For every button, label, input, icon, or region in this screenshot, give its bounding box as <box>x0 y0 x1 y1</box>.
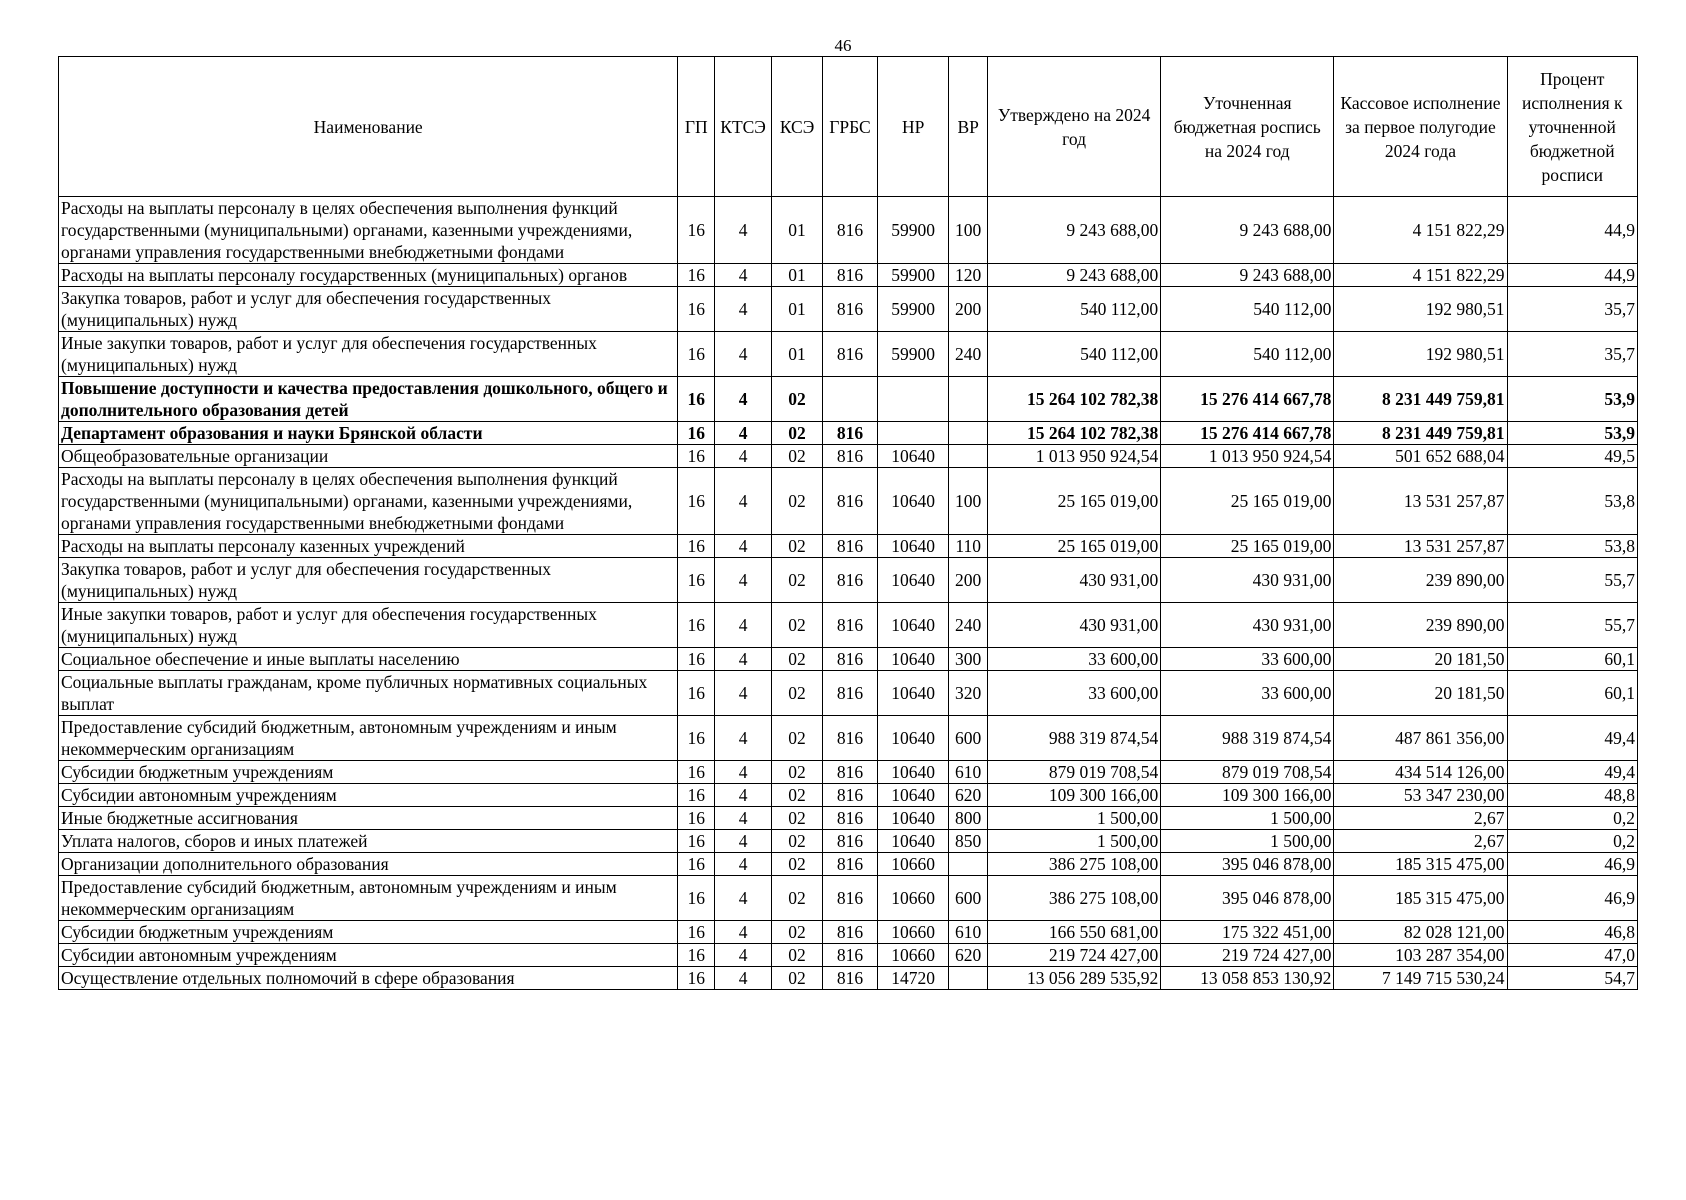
cell-percent: 60,1 <box>1507 671 1637 716</box>
cell-approved: 33 600,00 <box>988 648 1161 671</box>
cell-name: Иные бюджетные ассигнования <box>59 807 678 830</box>
cell-nr: 10660 <box>878 876 949 921</box>
cell-refined: 219 724 427,00 <box>1161 944 1334 967</box>
cell-percent: 47,0 <box>1507 944 1637 967</box>
cell-vr: 600 <box>949 716 988 761</box>
budget-table <box>58 56 1638 990</box>
cell-name: Организации дополнительного образования <box>59 853 678 876</box>
cell-nr: 10640 <box>878 830 949 853</box>
cell-refined: 430 931,00 <box>1161 603 1334 648</box>
cell-gp: 16 <box>678 944 715 967</box>
cell-vr: 620 <box>949 944 988 967</box>
cell-gp: 16 <box>678 603 715 648</box>
cell-kse: 02 <box>772 784 823 807</box>
cell-refined: 15 276 414 667,78 <box>1161 377 1334 422</box>
cell-refined: 25 165 019,00 <box>1161 468 1334 535</box>
cell-refined: 33 600,00 <box>1161 648 1334 671</box>
cell-refined: 540 112,00 <box>1161 332 1334 377</box>
cell-cash: 2,67 <box>1334 830 1507 853</box>
cell-percent: 46,9 <box>1507 876 1637 921</box>
cell-grbs: 816 <box>823 422 878 445</box>
cell-percent: 0,2 <box>1507 830 1637 853</box>
cell-ktse: 4 <box>715 264 772 287</box>
cell-percent: 55,7 <box>1507 603 1637 648</box>
cell-percent: 49,4 <box>1507 761 1637 784</box>
cell-refined: 1 500,00 <box>1161 830 1334 853</box>
table-row <box>59 287 1638 332</box>
cell-nr: 59900 <box>878 197 949 264</box>
cell-grbs: 816 <box>823 197 878 264</box>
table-row <box>59 422 1638 445</box>
cell-ktse: 4 <box>715 287 772 332</box>
cell-vr: 100 <box>949 197 988 264</box>
cell-grbs: 816 <box>823 648 878 671</box>
cell-kse: 02 <box>772 944 823 967</box>
cell-gp: 16 <box>678 535 715 558</box>
cell-vr: 300 <box>949 648 988 671</box>
cell-approved: 166 550 681,00 <box>988 921 1161 944</box>
cell-refined: 430 931,00 <box>1161 558 1334 603</box>
cell-name: Расходы на выплаты персоналу государственных (муниципальных) органов <box>59 264 678 287</box>
cell-cash: 501 652 688,04 <box>1334 445 1507 468</box>
table-row <box>59 264 1638 287</box>
cell-name: Социальное обеспечение и иные выплаты населению <box>59 648 678 671</box>
cell-percent: 35,7 <box>1507 332 1637 377</box>
cell-nr: 10640 <box>878 716 949 761</box>
table-row <box>59 558 1638 603</box>
cell-kse: 02 <box>772 876 823 921</box>
cell-name: Иные закупки товаров, работ и услуг для обеспечения государственных (муниципальных) нужд <box>59 603 678 648</box>
cell-grbs: 816 <box>823 716 878 761</box>
cell-grbs: 816 <box>823 671 878 716</box>
cell-ktse: 4 <box>715 876 772 921</box>
cell-kse: 01 <box>772 332 823 377</box>
cell-percent: 49,4 <box>1507 716 1637 761</box>
table-row <box>59 603 1638 648</box>
cell-grbs: 816 <box>823 853 878 876</box>
cell-gp: 16 <box>678 967 715 990</box>
cell-vr: 610 <box>949 921 988 944</box>
cell-vr: 240 <box>949 332 988 377</box>
cell-ktse: 4 <box>715 468 772 535</box>
cell-vr: 120 <box>949 264 988 287</box>
page-number: 46 <box>834 36 852 55</box>
cell-ktse: 4 <box>715 671 772 716</box>
cell-gp: 16 <box>678 445 715 468</box>
cell-grbs: 816 <box>823 603 878 648</box>
cell-refined: 25 165 019,00 <box>1161 535 1334 558</box>
cell-percent: 49,5 <box>1507 445 1637 468</box>
cell-ktse: 4 <box>715 853 772 876</box>
cell-nr: 59900 <box>878 264 949 287</box>
cell-cash: 13 531 257,87 <box>1334 468 1507 535</box>
cell-ktse: 4 <box>715 197 772 264</box>
cell-refined: 9 243 688,00 <box>1161 197 1334 264</box>
cell-vr <box>949 445 988 468</box>
table-row <box>59 921 1638 944</box>
cell-ktse: 4 <box>715 535 772 558</box>
table-row <box>59 967 1638 990</box>
cell-gp: 16 <box>678 377 715 422</box>
cell-kse: 01 <box>772 287 823 332</box>
cell-nr: 10640 <box>878 648 949 671</box>
table-row <box>59 445 1638 468</box>
cell-grbs: 816 <box>823 468 878 535</box>
cell-name: Предоставление субсидий бюджетным, автономным учреждениям и иным некоммерческим организациям <box>59 716 678 761</box>
cell-ktse: 4 <box>715 648 772 671</box>
table-row <box>59 535 1638 558</box>
cell-vr: 100 <box>949 468 988 535</box>
cell-ktse: 4 <box>715 377 772 422</box>
cell-gp: 16 <box>678 784 715 807</box>
cell-approved: 386 275 108,00 <box>988 876 1161 921</box>
cell-kse: 02 <box>772 377 823 422</box>
cell-refined: 988 319 874,54 <box>1161 716 1334 761</box>
cell-refined: 175 322 451,00 <box>1161 921 1334 944</box>
cell-cash: 239 890,00 <box>1334 603 1507 648</box>
cell-grbs: 816 <box>823 287 878 332</box>
cell-nr: 10640 <box>878 535 949 558</box>
cell-name: Субсидии автономным учреждениям <box>59 784 678 807</box>
cell-percent: 0,2 <box>1507 807 1637 830</box>
cell-cash: 20 181,50 <box>1334 648 1507 671</box>
cell-vr: 620 <box>949 784 988 807</box>
cell-approved: 988 319 874,54 <box>988 716 1161 761</box>
cell-ktse: 4 <box>715 784 772 807</box>
cell-approved: 9 243 688,00 <box>988 264 1161 287</box>
cell-vr: 850 <box>949 830 988 853</box>
table-row <box>59 197 1638 264</box>
table-row <box>59 944 1638 967</box>
cell-approved: 1 500,00 <box>988 807 1161 830</box>
cell-nr: 10640 <box>878 784 949 807</box>
cell-grbs: 816 <box>823 807 878 830</box>
col-header-percent: Процент исполнения к уточненной бюджетной росписи <box>1507 57 1637 197</box>
col-header-kse: КСЭ <box>772 57 823 197</box>
cell-kse: 02 <box>772 807 823 830</box>
cell-ktse: 4 <box>715 716 772 761</box>
cell-grbs: 816 <box>823 332 878 377</box>
cell-name: Общеобразовательные организации <box>59 445 678 468</box>
col-header-grbs: ГРБС <box>823 57 878 197</box>
cell-kse: 02 <box>772 921 823 944</box>
cell-gp: 16 <box>678 830 715 853</box>
cell-gp: 16 <box>678 876 715 921</box>
cell-gp: 16 <box>678 468 715 535</box>
cell-gp: 16 <box>678 761 715 784</box>
cell-cash: 434 514 126,00 <box>1334 761 1507 784</box>
cell-nr: 10640 <box>878 807 949 830</box>
cell-grbs: 816 <box>823 558 878 603</box>
cell-kse: 02 <box>772 468 823 535</box>
col-header-name: Наименование <box>59 57 678 197</box>
cell-nr: 10660 <box>878 944 949 967</box>
col-header-vr: ВР <box>949 57 988 197</box>
cell-approved: 879 019 708,54 <box>988 761 1161 784</box>
cell-percent: 44,9 <box>1507 264 1637 287</box>
cell-nr: 10640 <box>878 558 949 603</box>
cell-approved: 25 165 019,00 <box>988 535 1161 558</box>
col-header-approved: Утверждено на 2024 год <box>988 57 1161 197</box>
cell-nr <box>878 377 949 422</box>
cell-percent: 53,8 <box>1507 535 1637 558</box>
cell-ktse: 4 <box>715 830 772 853</box>
cell-grbs: 816 <box>823 921 878 944</box>
cell-name: Осуществление отдельных полномочий в сфере образования <box>59 967 678 990</box>
cell-nr: 10640 <box>878 671 949 716</box>
cell-kse: 02 <box>772 671 823 716</box>
cell-percent: 35,7 <box>1507 287 1637 332</box>
cell-cash: 185 315 475,00 <box>1334 876 1507 921</box>
table-row <box>59 784 1638 807</box>
cell-grbs: 816 <box>823 535 878 558</box>
cell-vr: 240 <box>949 603 988 648</box>
cell-gp: 16 <box>678 648 715 671</box>
cell-ktse: 4 <box>715 603 772 648</box>
cell-nr: 14720 <box>878 967 949 990</box>
cell-vr <box>949 853 988 876</box>
cell-cash: 53 347 230,00 <box>1334 784 1507 807</box>
cell-approved: 540 112,00 <box>988 332 1161 377</box>
table-row <box>59 853 1638 876</box>
cell-approved: 219 724 427,00 <box>988 944 1161 967</box>
cell-approved: 109 300 166,00 <box>988 784 1161 807</box>
col-header-cash: Кассовое исполнение за первое полугодие 2024 года <box>1334 57 1507 197</box>
col-header-ktse: КТСЭ <box>715 57 772 197</box>
cell-vr: 200 <box>949 287 988 332</box>
cell-ktse: 4 <box>715 807 772 830</box>
cell-kse: 02 <box>772 445 823 468</box>
cell-cash: 8 231 449 759,81 <box>1334 377 1507 422</box>
cell-kse: 01 <box>772 264 823 287</box>
cell-name: Расходы на выплаты персоналу в целях обеспечения выполнения функций государственными (муниципальными) органами, казенными учреждениями, органами управления государственными внебюджетными фондами <box>59 468 678 535</box>
cell-approved: 1 013 950 924,54 <box>988 445 1161 468</box>
cell-nr: 10660 <box>878 921 949 944</box>
cell-percent: 46,8 <box>1507 921 1637 944</box>
cell-cash: 2,67 <box>1334 807 1507 830</box>
table-body <box>59 197 1638 990</box>
cell-vr: 600 <box>949 876 988 921</box>
cell-percent: 53,9 <box>1507 377 1637 422</box>
cell-cash: 185 315 475,00 <box>1334 853 1507 876</box>
cell-approved: 430 931,00 <box>988 603 1161 648</box>
cell-approved: 15 264 102 782,38 <box>988 422 1161 445</box>
cell-cash: 192 980,51 <box>1334 332 1507 377</box>
cell-name: Субсидии бюджетным учреждениям <box>59 761 678 784</box>
cell-percent: 54,7 <box>1507 967 1637 990</box>
cell-grbs: 816 <box>823 445 878 468</box>
table-row <box>59 876 1638 921</box>
cell-ktse: 4 <box>715 558 772 603</box>
cell-kse: 02 <box>772 603 823 648</box>
cell-grbs: 816 <box>823 264 878 287</box>
cell-vr: 110 <box>949 535 988 558</box>
cell-cash: 4 151 822,29 <box>1334 264 1507 287</box>
cell-name: Закупка товаров, работ и услуг для обеспечения государственных (муниципальных) нужд <box>59 558 678 603</box>
cell-gp: 16 <box>678 853 715 876</box>
table-row <box>59 671 1638 716</box>
header-row <box>59 57 1638 197</box>
cell-nr: 59900 <box>878 287 949 332</box>
cell-kse: 02 <box>772 648 823 671</box>
cell-kse: 01 <box>772 197 823 264</box>
cell-cash: 7 149 715 530,24 <box>1334 967 1507 990</box>
cell-cash: 4 151 822,29 <box>1334 197 1507 264</box>
cell-refined: 109 300 166,00 <box>1161 784 1334 807</box>
cell-ktse: 4 <box>715 332 772 377</box>
cell-gp: 16 <box>678 197 715 264</box>
cell-name: Расходы на выплаты персоналу в целях обеспечения выполнения функций государственными (муниципальными) органами, казенными учреждениями, органами управления государственными внебюджетными фондами <box>59 197 678 264</box>
cell-name: Предоставление субсидий бюджетным, автономным учреждениям и иным некоммерческим организациям <box>59 876 678 921</box>
cell-cash: 13 531 257,87 <box>1334 535 1507 558</box>
cell-percent: 46,9 <box>1507 853 1637 876</box>
cell-gp: 16 <box>678 558 715 603</box>
cell-nr <box>878 422 949 445</box>
cell-name: Закупка товаров, работ и услуг для обеспечения государственных (муниципальных) нужд <box>59 287 678 332</box>
cell-approved: 9 243 688,00 <box>988 197 1161 264</box>
cell-cash: 192 980,51 <box>1334 287 1507 332</box>
cell-approved: 386 275 108,00 <box>988 853 1161 876</box>
cell-refined: 13 058 853 130,92 <box>1161 967 1334 990</box>
table-row <box>59 716 1638 761</box>
cell-grbs: 816 <box>823 761 878 784</box>
cell-kse: 02 <box>772 716 823 761</box>
cell-name: Расходы на выплаты персоналу казенных учреждений <box>59 535 678 558</box>
cell-name: Иные закупки товаров, работ и услуг для обеспечения государственных (муниципальных) нужд <box>59 332 678 377</box>
cell-nr: 59900 <box>878 332 949 377</box>
cell-gp: 16 <box>678 287 715 332</box>
cell-name: Социальные выплаты гражданам, кроме публичных нормативных социальных выплат <box>59 671 678 716</box>
cell-gp: 16 <box>678 921 715 944</box>
cell-ktse: 4 <box>715 967 772 990</box>
cell-vr: 320 <box>949 671 988 716</box>
cell-refined: 1 500,00 <box>1161 807 1334 830</box>
cell-name: Повышение доступности и качества предоставления дошкольного, общего и дополнительного образования детей <box>59 377 678 422</box>
cell-vr <box>949 967 988 990</box>
cell-refined: 1 013 950 924,54 <box>1161 445 1334 468</box>
cell-ktse: 4 <box>715 422 772 445</box>
cell-name: Субсидии автономным учреждениям <box>59 944 678 967</box>
cell-vr <box>949 422 988 445</box>
cell-vr: 800 <box>949 807 988 830</box>
cell-grbs: 816 <box>823 967 878 990</box>
cell-nr: 10660 <box>878 853 949 876</box>
cell-grbs: 816 <box>823 784 878 807</box>
cell-gp: 16 <box>678 264 715 287</box>
cell-refined: 33 600,00 <box>1161 671 1334 716</box>
cell-percent: 60,1 <box>1507 648 1637 671</box>
cell-kse: 02 <box>772 422 823 445</box>
cell-nr: 10640 <box>878 468 949 535</box>
cell-kse: 02 <box>772 830 823 853</box>
cell-kse: 02 <box>772 853 823 876</box>
cell-approved: 33 600,00 <box>988 671 1161 716</box>
cell-grbs <box>823 377 878 422</box>
table-row <box>59 332 1638 377</box>
cell-cash: 487 861 356,00 <box>1334 716 1507 761</box>
cell-approved: 540 112,00 <box>988 287 1161 332</box>
cell-approved: 25 165 019,00 <box>988 468 1161 535</box>
cell-name: Департамент образования и науки Брянской области <box>59 422 678 445</box>
cell-ktse: 4 <box>715 921 772 944</box>
cell-vr: 610 <box>949 761 988 784</box>
cell-percent: 53,8 <box>1507 468 1637 535</box>
cell-nr: 10640 <box>878 445 949 468</box>
cell-vr: 200 <box>949 558 988 603</box>
col-header-gp: ГП <box>678 57 715 197</box>
cell-percent: 44,9 <box>1507 197 1637 264</box>
col-header-nr: НР <box>878 57 949 197</box>
cell-approved: 15 264 102 782,38 <box>988 377 1161 422</box>
cell-refined: 540 112,00 <box>1161 287 1334 332</box>
cell-vr <box>949 377 988 422</box>
cell-approved: 13 056 289 535,92 <box>988 967 1161 990</box>
cell-gp: 16 <box>678 422 715 445</box>
cell-name: Уплата налогов, сборов и иных платежей <box>59 830 678 853</box>
cell-grbs: 816 <box>823 830 878 853</box>
cell-refined: 15 276 414 667,78 <box>1161 422 1334 445</box>
cell-percent: 53,9 <box>1507 422 1637 445</box>
cell-kse: 02 <box>772 761 823 784</box>
cell-gp: 16 <box>678 332 715 377</box>
cell-refined: 9 243 688,00 <box>1161 264 1334 287</box>
cell-cash: 8 231 449 759,81 <box>1334 422 1507 445</box>
cell-refined: 395 046 878,00 <box>1161 853 1334 876</box>
cell-gp: 16 <box>678 671 715 716</box>
table-row <box>59 648 1638 671</box>
cell-cash: 82 028 121,00 <box>1334 921 1507 944</box>
cell-kse: 02 <box>772 535 823 558</box>
cell-cash: 103 287 354,00 <box>1334 944 1507 967</box>
cell-percent: 48,8 <box>1507 784 1637 807</box>
cell-cash: 20 181,50 <box>1334 671 1507 716</box>
cell-ktse: 4 <box>715 944 772 967</box>
cell-kse: 02 <box>772 558 823 603</box>
cell-nr: 10640 <box>878 603 949 648</box>
cell-refined: 879 019 708,54 <box>1161 761 1334 784</box>
cell-kse: 02 <box>772 967 823 990</box>
table-row <box>59 377 1638 422</box>
cell-grbs: 816 <box>823 944 878 967</box>
cell-name: Субсидии бюджетным учреждениям <box>59 921 678 944</box>
cell-percent: 55,7 <box>1507 558 1637 603</box>
cell-ktse: 4 <box>715 761 772 784</box>
cell-gp: 16 <box>678 807 715 830</box>
cell-gp: 16 <box>678 716 715 761</box>
cell-approved: 430 931,00 <box>988 558 1161 603</box>
cell-approved: 1 500,00 <box>988 830 1161 853</box>
table-row <box>59 807 1638 830</box>
table-row <box>59 468 1638 535</box>
col-header-refined: Уточненная бюджетная роспись на 2024 год <box>1161 57 1334 197</box>
cell-nr: 10640 <box>878 761 949 784</box>
table-row <box>59 761 1638 784</box>
cell-grbs: 816 <box>823 876 878 921</box>
cell-ktse: 4 <box>715 445 772 468</box>
cell-cash: 239 890,00 <box>1334 558 1507 603</box>
table-row <box>59 830 1638 853</box>
cell-refined: 395 046 878,00 <box>1161 876 1334 921</box>
